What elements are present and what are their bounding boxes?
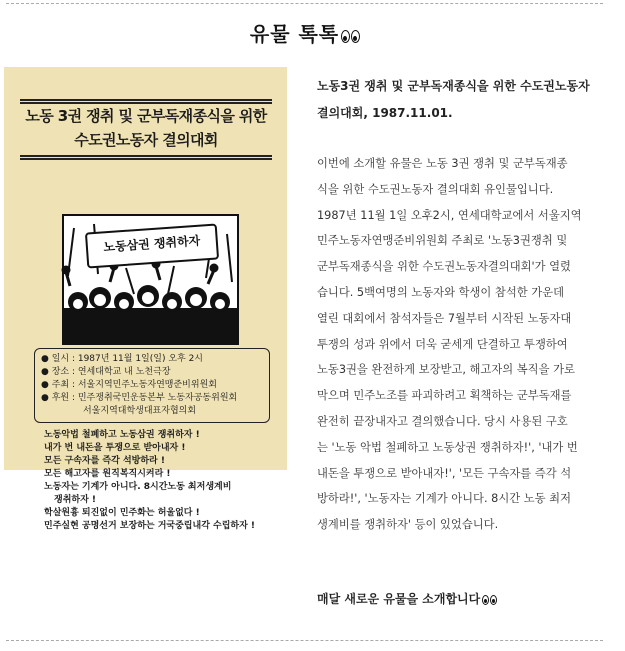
eyes-icon (482, 595, 497, 605)
flyer-banner: 노동삼권 쟁취하자 (85, 223, 219, 268)
flyer-slogan: 모든 구속자를 즉각 석방하라 ! (44, 456, 165, 466)
flyer-slogan: 모든 해고자를 원직복직시켜라 ! (44, 469, 171, 479)
page-title (0, 18, 610, 47)
flyer-slogan: 학살원흉 퇴진없이 민주화는 허울없다 ! (44, 508, 200, 518)
flyer-info-sponsor2: 서울지역대학생대표자협의회 (83, 406, 197, 416)
flyer-info-place: ● 장소 : 연세대학교 내 노천극장 (41, 367, 171, 377)
eyes-icon (341, 30, 360, 43)
flyer-slogan: 내가 번 내돈을 투쟁으로 받아내자 ! (44, 443, 186, 453)
description-line: 방하라!', '노동자는 기계가 아니다. 8시간 노동 최저 (317, 492, 571, 506)
footer-note (317, 590, 497, 607)
description-line: 열린 대회에서 참석자들은 7월부터 시작된 노동자대 (317, 311, 572, 325)
description-line: 1987년 11월 1일 오후2시, 연세대학교에서 서울지역 (317, 208, 582, 222)
page-title-text: 유물 톡톡 (249, 22, 340, 46)
description-line: 노동3권을 완전하게 보장받고, 해고자의 복직을 가로 (317, 363, 575, 377)
description-line: 군부독재종식을 위한 수도권노동자결의대회'가 열렸 (317, 260, 571, 274)
flyer-info-date: ● 일시 : 1987년 11월 1일(일) 오후 2시 (41, 354, 203, 364)
description-line: 생계비를 쟁취하자' 등이 있었습니다. (317, 518, 499, 532)
artifact-heading (317, 73, 607, 127)
flyer-title-line2: 수도권노동자 결의대회 (74, 131, 218, 149)
flyer-slogan: 쟁취하자 ! (54, 495, 97, 505)
flyer-info-box (34, 348, 270, 423)
description-line: 완전히 끝장내자고 결의했습니다. 당시 사용된 구호 (317, 414, 568, 428)
flyer-info-sponsor: ● 후원 : 민주쟁취국민운동본부 노동자공동위원회 (41, 393, 238, 403)
description-line: 습니다. 5백여명의 노동자와 학생이 참석한 가운데 (317, 285, 564, 299)
description-line: 막으며 민주노조를 파괴하려고 획책하는 군부독재를 (317, 389, 572, 403)
flyer-slogans (44, 429, 274, 533)
flyer-title-line1: 노동 3권 쟁취 및 군부독재종식을 위한 (25, 107, 267, 125)
description-line: 투쟁의 성과 위에서 더욱 굳세게 단결하고 투쟁하여 (317, 337, 568, 351)
bottom-divider (6, 640, 603, 641)
flyer-header (20, 99, 272, 161)
description-line: 는 '노동 악법 철폐하고 노동상권 쟁취하자!', '내가 번 (317, 440, 578, 454)
description-line: 식을 위한 수도권노동자 결의대회 유인물입니다. (317, 182, 554, 196)
artifact-description (317, 151, 605, 538)
flyer-slogan: 노동자는 기계가 아니다. 8시간노동 최저생계비 (44, 482, 232, 492)
flyer-slogan: 노동악법 철폐하고 노동삼권 쟁취하자 ! (44, 430, 200, 440)
top-divider (6, 3, 603, 4)
artifact-heading-line: 결의대회, 1987.11.01. (317, 106, 453, 120)
footer-note-text: 매달 새로운 유물을 소개합니다 (317, 592, 481, 606)
description-line: 내돈을 투쟁으로 받아내자!', '모든 구속자를 즉각 석 (317, 466, 572, 480)
artifact-flyer-image (4, 67, 287, 531)
flyer-slogan: 민주실현 공명선거 보장하는 거국중립내각 수립하자 ! (44, 521, 256, 531)
flyer-info-host: ● 주최 : 서울지역민주노동자연맹준비위원회 (41, 380, 217, 390)
description-line: 민주노동자연맹준비위원회 주최로 '노동3권쟁취 및 (317, 234, 568, 248)
artifact-heading-line: 노동3권 쟁취 및 군부독재종식을 위한 수도권노동자 (317, 79, 590, 93)
flyer-illustration (62, 214, 239, 345)
description-line: 이번에 소개할 유물은 노동 3권 쟁취 및 군부독재종 (317, 157, 568, 170)
